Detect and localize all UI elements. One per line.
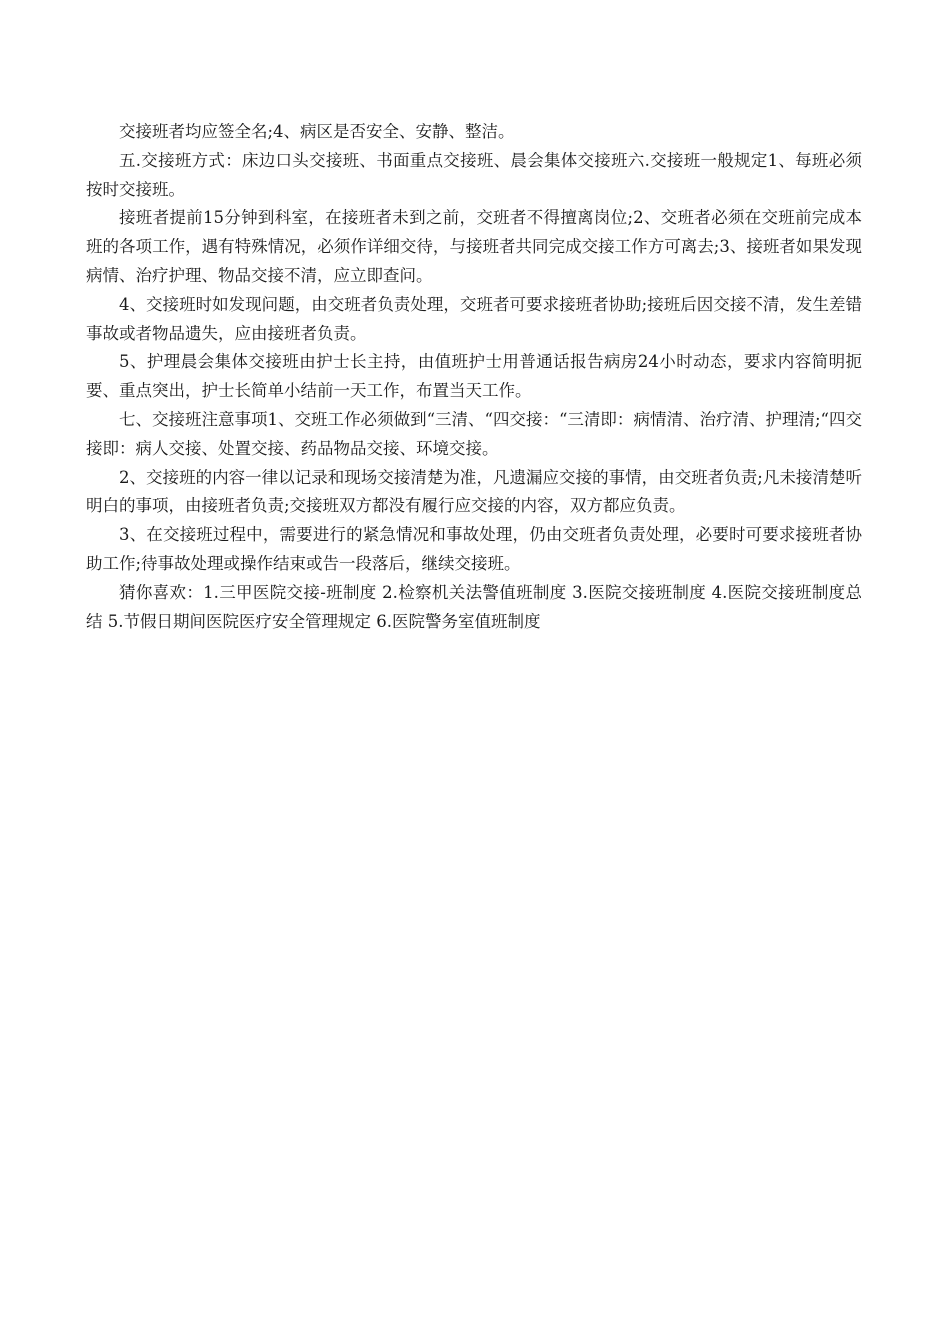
paragraph-problem-handling: 4、交接班时如发现问题，由交班者负责处理，交班者可要求接班者协助;接班后因交接不清，发生差错事故或者物品遗失，应由接班者负责。 [86, 294, 862, 343]
paragraph-morning-meeting: 5、护理晨会集体交接班由护士长主持，由值班护士用普通话报告病房24小时动态，要求内容简明扼要、重点突出，护士长简单小结前一天工作，布置当天工作。 [86, 352, 862, 401]
document-body [86, 118, 862, 636]
paragraph-signature-rule: 交接班者均应签全名;4、病区是否安全、安静、整洁。 [119, 122, 515, 141]
paragraph-handover-methods: 五.交接班方式：床边口头交接班、书面重点交接班、晨会集体交接班六.交接班一般规定1、每班必须按时交接班。 [86, 150, 862, 199]
paragraph-arrival-rule: 接班者提前15分钟到科室，在接班者未到之前，交班者不得擅离岗位;2、交班者必须在交班前完成本班的各项工作，遇有特殊情况，必须作详细交待，与接班者共同完成交接工作方可离去;3、接班者如果发现病情、治疗护理、物品交接不清，应立即查问。 [86, 208, 862, 285]
paragraph-precautions: 七、交接班注意事项1、交班工作必须做到“三清、“四交接：“三清即：病情清、治疗清、护理清;“四交接即：病人交接、处置交接、药品物品交接、环境交接。 [86, 409, 862, 458]
paragraph-record-responsibility: 2、交接班的内容一律以记录和现场交接清楚为准，凡遗漏应交接的事情，由交班者负责;凡未接清楚听明白的事项，由接班者负责;交接班双方都没有履行应交接的内容，双方都应负责。 [86, 467, 862, 516]
paragraph-emergency-handling: 3、在交接班过程中，需要进行的紧急情况和事故处理，仍由交班者负责处理，必要时可要求接班者协助工作;待事故处理或操作结束或告一段落后，继续交接班。 [86, 525, 862, 573]
paragraph-related-links: 猜你喜欢：1.三甲医院交接-班制度 2.检察机关法警值班制度 3.医院交接班制度 4.医院交接班制度总结 5.节假日期间医院医疗安全管理规定 6.医院警务室值班制度 [86, 582, 862, 631]
